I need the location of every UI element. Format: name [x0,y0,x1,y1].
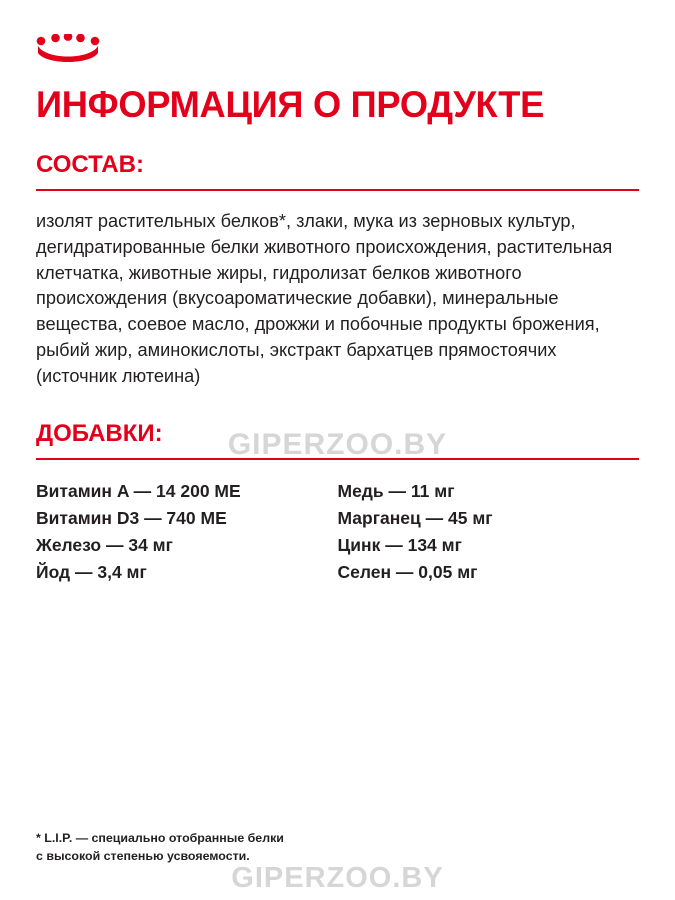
footnote [36,830,284,866]
additives-right-column [338,478,640,587]
list-item: Витамин A — 14 200 МЕ [36,480,241,501]
list-item: Медь — 11 мг [337,480,455,501]
footnote-line-1: * L.I.P. — специально отобранные белки [36,831,284,846]
list-item: Цинк — 134 мг [337,535,462,555]
additives-left-column [36,478,338,587]
crown-icon [36,34,100,68]
additives-divider [36,458,639,460]
list-item: Витамин D3 — 740 МЕ [36,507,227,528]
additives-grid [36,478,639,587]
additives-section [36,420,639,587]
composition-section [36,151,639,390]
additives-heading: ДОБАВКИ: [36,419,163,447]
page-title: ИНФОРМАЦИЯ О ПРОДУКТЕ [36,84,544,125]
list-item: Марганец — 45 мг [337,507,493,528]
footnote-line-2: с высокой степенью усвояемости. [36,849,250,864]
watermark-bottom: GIPERZOO.BY [231,862,444,894]
composition-divider [36,189,639,191]
composition-text: изолят растительных белков*, злаки, мука из зерновых культур, дегидратированные белки животного происхождения, растительная клетчатка, животные жиры, гидролизат белков животного происхождения (вкусоароматические добавки), минеральные вещества, соевое масло, дрожжи и побочные продукты брожения, рыбий жир, аминокислоты, экстракт бархатцев прямостоячих (источник лютеина) [36,210,613,386]
list-item: Йод — 3,4 мг [36,562,147,583]
watermark-top: GIPERZOO.BY [227,428,448,461]
composition-heading: СОСТАВ: [36,150,144,178]
list-item: Железо — 34 мг [36,535,173,555]
list-item: Селен — 0,05 мг [337,562,478,583]
